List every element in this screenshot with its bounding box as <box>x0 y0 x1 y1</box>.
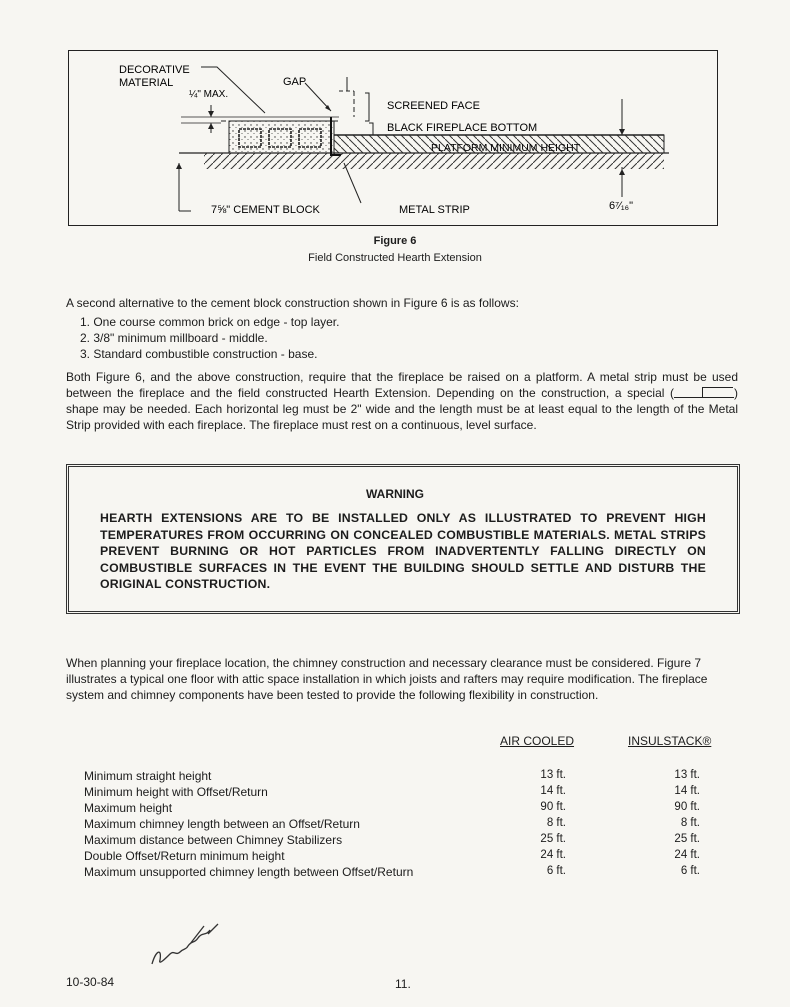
table-row-label: Maximum height <box>84 801 173 815</box>
table-cell-insul: 13 ft. <box>674 769 700 781</box>
footer-date: 10-30-84 <box>66 975 115 989</box>
hearth-diagram-svg <box>69 51 719 227</box>
header-air-cooled: AIR COOLED <box>500 734 575 748</box>
screened-face-label: SCREENED FACE <box>387 100 480 112</box>
black-bottom-label: BLACK FIREPLACE BOTTOM <box>387 122 538 134</box>
decorative-label-2: MATERIAL <box>119 77 174 89</box>
table-cell-insul: 8 ft. <box>680 817 700 829</box>
table-row-label: Double Offset/Return minimum height <box>84 849 285 863</box>
special-shape-icon <box>674 387 734 398</box>
floor-hatch <box>204 153 664 169</box>
table-cell-air: 14 ft. <box>540 785 566 797</box>
table-cell-air: 8 ft. <box>546 817 566 829</box>
figure-title: Figure 6 <box>373 235 417 247</box>
intro-text: A second alternative to the cement block construction shown in Figure 6 is as follows: <box>66 296 519 310</box>
table-cell-air: 13 ft. <box>540 769 566 781</box>
list-item: 2. 3/8" minimum millboard - middle. <box>80 331 268 345</box>
list-item: 3. Standard combustible construction - base. <box>80 347 318 361</box>
figure-6-diagram <box>68 50 718 226</box>
warning-title: WARNING <box>366 487 424 501</box>
handwritten-signature-icon <box>148 920 228 970</box>
figure-caption: Field Constructed Hearth Extension <box>308 252 482 264</box>
table-row-label: Maximum unsupported chimney length between Offset/Return <box>84 865 414 879</box>
header-insulstack: INSULSTACK® <box>628 734 712 748</box>
steps-list <box>80 314 339 362</box>
table-row-label: Minimum height with Offset/Return <box>84 785 268 799</box>
cement-block <box>229 121 334 153</box>
height-dim-label: 6⁷⁄₁₆" <box>609 200 633 212</box>
table-cell-insul: 14 ft. <box>674 785 700 797</box>
para-text-before: Both Figure 6, and the above construction, require that the fireplace be raised on a platform. A metal strip must be used between the fireplace and the field constructed Hearth Extension. Depending on the construction, a special ( <box>66 370 738 400</box>
warning-text: HEARTH EXTENSIONS ARE TO BE INSTALLED ONLY AS ILLUSTRATED TO PREVENT HIGH TEMPERATURES FROM OCCURRING ON CONCEALED COMBUSTIBLE MATERIALS. METAL STRIPS PREVENT BURNING OR HOT PARTICLES FROM INADVERTENTLY FALLING DIRECTLY ON COMBUSTIBLE SURFACES IN THE EVENT THE BUILDING SHOULD SETTLE AND DISTURB THE ORIGINAL CONSTRUCTION. <box>100 511 706 591</box>
planning-paragraph: When planning your fireplace location, the chimney construction and necessary clearance must be considered. Figure 7 illustrates a typical one floor with attic space installation in which joists and rafters may require modification. The fireplace system and chimney components have been tested to provide the following flexibility in construction. <box>66 656 708 702</box>
table-cell-insul: 24 ft. <box>674 849 700 861</box>
list-item: 1. One course common brick on edge - top layer. <box>80 315 340 329</box>
gap-label: GAP <box>283 76 307 88</box>
table-cell-air: 24 ft. <box>540 849 566 861</box>
decorative-label-1: DECORATIVE <box>119 64 190 76</box>
page-number: 11. <box>395 977 411 991</box>
table-cell-air: 6 ft. <box>546 865 566 877</box>
para-text-after: ) shape may be needed. Each horizontal leg must be 2" wide and the length must be at least equal to the length of the Metal Strip provided with each fireplace. The fireplace must rest on a continuous, level surface. <box>66 386 738 432</box>
table-row-label: Maximum distance between Chimney Stabilizers <box>84 833 343 847</box>
table-cell-insul: 25 ft. <box>674 833 700 845</box>
cement-block-label: 7⅝" CEMENT BLOCK <box>211 204 320 216</box>
table-cell-air: 25 ft. <box>540 833 566 845</box>
table-cell-air: 90 ft. <box>540 801 566 813</box>
table-cell-insul: 6 ft. <box>680 865 700 877</box>
platform-label: PLATFORM MINIMUM HEIGHT <box>431 142 581 154</box>
metal-strip-label: METAL STRIP <box>399 204 470 216</box>
table-row-label: Minimum straight height <box>84 769 212 783</box>
max-label: ¼" MAX. <box>189 89 229 100</box>
platform-paragraph <box>66 369 738 433</box>
table-row-label: Maximum chimney length between an Offset/Return <box>84 817 360 831</box>
table-cell-insul: 90 ft. <box>674 801 700 813</box>
